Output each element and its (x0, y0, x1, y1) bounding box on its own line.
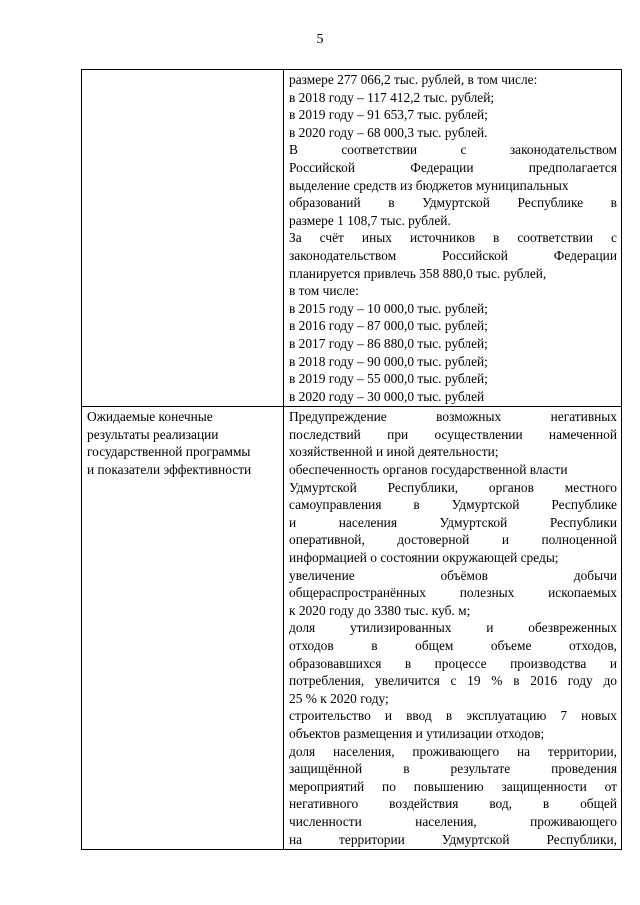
label-line: государственной программы (87, 444, 251, 460)
text-line: негативного воздействия вод, в общей (289, 796, 617, 812)
text-line: в 2018 году – 117 412,2 тыс. рублей; (289, 89, 495, 105)
text-line: в 2018 году – 90 000,0 тыс. рублей; (289, 353, 488, 369)
text-line: строительство и ввод в эксплуатацию 7 новых (289, 708, 617, 724)
label-line: и показатели эффективности (87, 462, 252, 478)
text-line: мероприятий по повышению защищенности от (289, 778, 617, 794)
text-line: обеспеченность органов государственной власти (289, 462, 568, 478)
label-line: Ожидаемые конечные (87, 409, 213, 425)
text-line: в 2019 году – 55 000,0 тыс. рублей; (289, 371, 488, 387)
text-line: последствий при осуществлении намеченной (289, 426, 617, 442)
text-line: в 2015 году – 10 000,0 тыс. рублей; (289, 300, 488, 316)
text-line: в 2020 году – 30 000,0 тыс. рублей (289, 388, 485, 404)
text-line: Удмуртской Республики, органов местного (289, 479, 617, 495)
text-line: в 2017 году – 86 880,0 тыс. рублей; (289, 335, 488, 351)
text-line: хозяйственной и иной деятельности; (289, 444, 499, 460)
text-line: в том числе: (289, 283, 359, 299)
text-line: защищённой в результате проведения (289, 761, 617, 777)
text-line: самоуправления в Удмуртской Республике (289, 497, 617, 513)
text-line: отходов в общем объеме отходов, (289, 638, 617, 653)
text-line: 25 % к 2020 году; (289, 690, 389, 706)
text-line: и населения Удмуртской Республики (289, 514, 617, 530)
text-line: в 2016 году – 87 000,0 тыс. рублей; (289, 318, 488, 334)
row-label-cell (82, 407, 284, 850)
text-line: За счёт иных источников в соответствии с (289, 230, 617, 246)
row-label-cell (82, 70, 284, 407)
row-text-cell (284, 70, 622, 407)
text-line: Предупреждение возможных негативных (289, 409, 617, 425)
text-line: планируется привлечь 358 880,0 тыс. рублей, (289, 265, 547, 281)
text-line: информацией о состоянии окружающей среды; (289, 550, 559, 566)
text-line: образований в Удмуртской Республике в (289, 195, 617, 211)
text-line: доля населения, проживающего на территории, (289, 743, 617, 759)
text-line: законодательством Российской Федерации (289, 247, 617, 263)
text-line: размере 1 108,7 тыс. рублей. (289, 212, 451, 228)
page-number: 5 (316, 32, 324, 47)
text-line: увеличение объёмов добычи (289, 567, 617, 583)
text-line: В соответствии с законодательством (289, 142, 617, 158)
table-row (82, 70, 622, 407)
text-line: доля утилизированных и обезвреженных (289, 620, 617, 636)
text-line: объектов размещения и утилизации отходов; (289, 725, 545, 741)
text-line: образовавшихся в процессе производства и (289, 655, 617, 671)
program-passport-table (81, 69, 622, 850)
text-line: Российской Федерации предполагается (289, 159, 617, 175)
text-line: потребления, увеличится с 19 % в 2016 году до (289, 673, 617, 689)
label-line: результаты реализации (87, 426, 219, 442)
text-line: на территории Удмуртской Республики, (289, 831, 617, 847)
text-line: оперативной, достоверной и полноценной (289, 532, 617, 548)
text-line: общераспространённых полезных ископаемых (289, 585, 617, 601)
text-line: в 2019 году – 91 653,7 тыс. рублей; (289, 107, 488, 123)
row-text-cell (284, 407, 622, 850)
text-line: численности населения, проживающего (289, 813, 617, 829)
text-line: в 2020 году – 68 000,3 тыс. рублей. (289, 124, 488, 140)
text-line: размере 277 066,2 тыс. рублей, в том числе: (289, 72, 538, 87)
text-line: выделение средств из бюджетов муниципальных (289, 177, 569, 193)
table-row (82, 407, 622, 850)
text-line: к 2020 году до 3380 тыс. куб. м; (289, 602, 471, 618)
